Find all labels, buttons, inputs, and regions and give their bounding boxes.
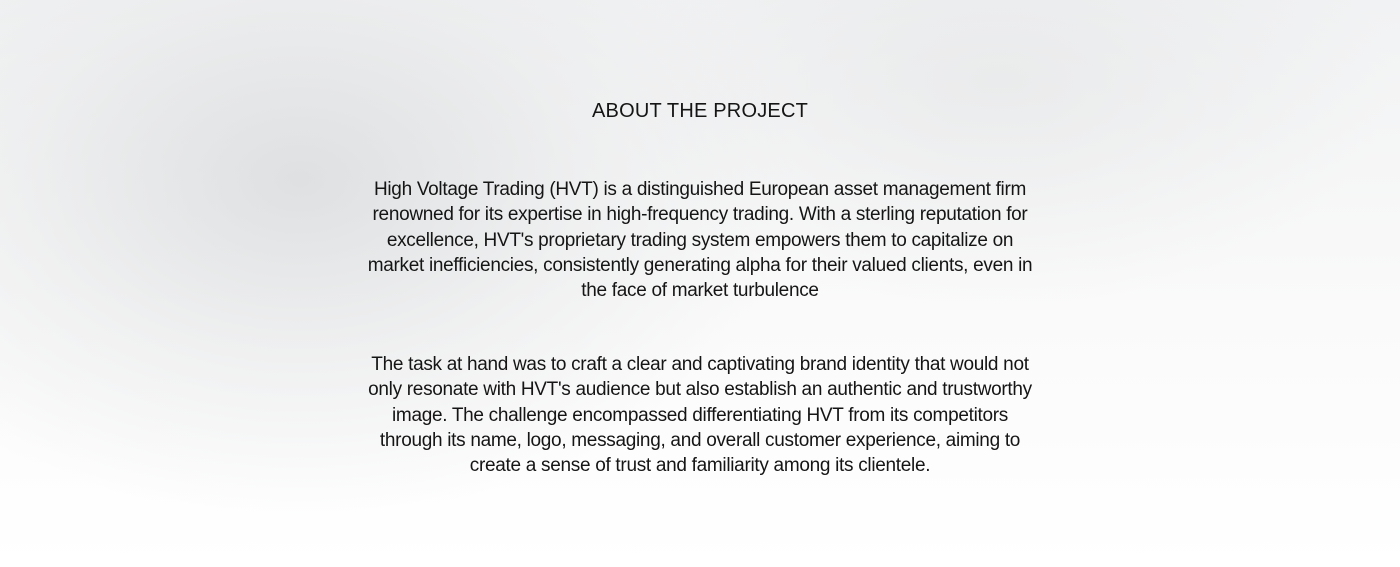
- intro-paragraph: High Voltage Trading (HVT) is a distinguished European asset management firm renowned for its expertise in high-frequency trading. With a sterling reputation for excellence, HVT's proprietary trading system empowers them to capitalize on market inefficiencies, consistently generating alpha for their valued clients, even in the face of market turbulence: [367, 179, 1033, 302]
- section-title: ABOUT THE PROJECT: [591, 100, 809, 122]
- task-paragraph: The task at hand was to craft a clear and captivating brand identity that would not only resonate with HVT's audience but also establish an authentic and trustworthy image. The challenge encompassed differentiating HVT from its competitors through its name, logo, messaging, and overall customer experience, aiming to create a sense of trust and familiarity among its clientele.: [368, 354, 1032, 477]
